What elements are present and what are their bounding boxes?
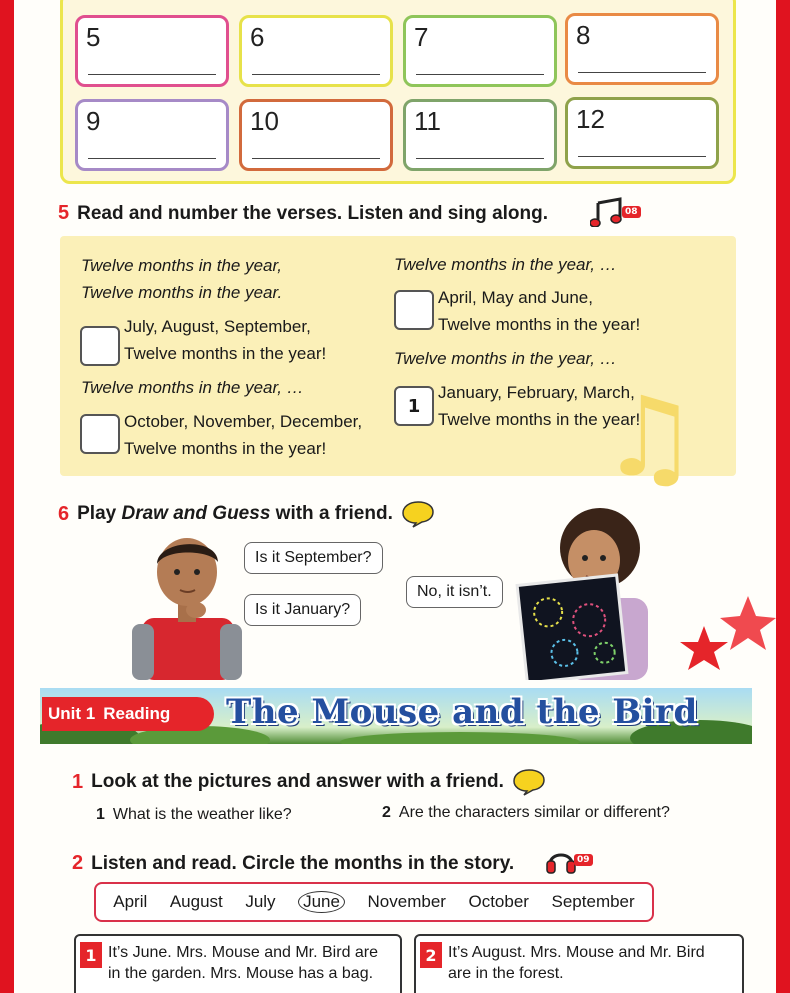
verse-line: October, November, December, xyxy=(124,412,363,431)
exercise-number: 2 xyxy=(72,852,84,874)
title-part: Play xyxy=(77,503,122,524)
month-word-bank xyxy=(94,882,654,922)
question-text: Are the characters similar or different? xyxy=(398,804,670,821)
music-notes-icon xyxy=(590,197,624,227)
write-line xyxy=(578,156,706,157)
verse-number-box[interactable] xyxy=(80,326,120,366)
panel-line: It’s August. Mrs. Mouse and Mr. Bird xyxy=(448,944,705,961)
month-word[interactable]: August xyxy=(169,892,223,911)
write-line xyxy=(578,72,706,73)
month-card-5[interactable] xyxy=(75,15,229,87)
boy-thinking-illustration xyxy=(132,528,242,680)
verse-number-box[interactable] xyxy=(394,290,434,330)
card-number: 9 xyxy=(86,106,101,136)
card-number: 8 xyxy=(576,20,591,50)
panel-line: in the garden. Mrs. Mouse has a bag. xyxy=(108,965,374,982)
story-title: The Mouse and the Bird xyxy=(226,692,698,732)
speech-bubble-icon xyxy=(512,768,546,796)
month-word[interactable]: September xyxy=(551,892,635,911)
verse-line: Twelve months in the year! xyxy=(438,410,641,429)
card-number: 12 xyxy=(576,104,605,134)
month-card-8[interactable] xyxy=(565,13,719,85)
speech-bubble-icon xyxy=(401,500,435,528)
unit-reading-label xyxy=(42,697,214,731)
section-number: 5 xyxy=(58,202,70,224)
speech-bubble-september xyxy=(244,542,383,574)
question-number: 1 xyxy=(96,806,105,823)
month-word[interactable]: July xyxy=(245,892,276,911)
month-card-6[interactable] xyxy=(239,15,393,87)
section-number: 6 xyxy=(58,502,70,525)
verse-line: January, February, March, xyxy=(438,383,635,402)
track-number: 08 xyxy=(622,206,641,218)
panel-line: It’s June. Mrs. Mouse and Mr. Bird are xyxy=(108,944,379,961)
month-card-7[interactable] xyxy=(403,15,557,87)
exercise-1-heading xyxy=(72,768,546,796)
verse-line: April, May and June, xyxy=(438,288,593,307)
month-word[interactable]: November xyxy=(367,892,446,911)
card-number: 5 xyxy=(86,22,101,52)
month-card-9[interactable] xyxy=(75,99,229,171)
section-title xyxy=(77,503,393,525)
verse-line: Twelve months in the year, … xyxy=(394,255,617,274)
girl-with-drawing-illustration xyxy=(510,506,680,680)
month-card-11[interactable] xyxy=(403,99,557,171)
card-number: 7 xyxy=(414,22,429,52)
verse-line: Twelve months in the year! xyxy=(124,344,327,363)
card-number: 6 xyxy=(250,22,265,52)
write-line xyxy=(252,74,380,75)
write-line xyxy=(416,74,544,75)
right-red-border xyxy=(776,0,790,993)
verse-line: Twelve months in the year. xyxy=(81,283,283,302)
verse-line: Twelve months in the year! xyxy=(124,439,327,458)
exercise-2-heading xyxy=(72,852,514,875)
panel-number: 1 xyxy=(80,942,102,968)
exercise-number: 1 xyxy=(72,770,84,793)
exercise-title: Look at the pictures and answer with a friend. xyxy=(91,771,504,792)
section-5-heading xyxy=(58,202,548,225)
music-note-icon: ♫ xyxy=(600,373,699,501)
verse-number-box[interactable] xyxy=(80,414,120,454)
story-panel-2 xyxy=(414,934,744,993)
card-number: 10 xyxy=(250,106,279,136)
speech-bubble-no xyxy=(406,576,503,608)
write-line xyxy=(88,158,216,159)
red-stars-decoration xyxy=(674,566,776,682)
section-label: Reading xyxy=(103,704,171,723)
bubble-text: No, it isn’t. xyxy=(417,583,492,600)
audio-track-09[interactable] xyxy=(546,846,593,874)
headphones-icon xyxy=(546,846,576,874)
exercise-title: Listen and read. Circle the months in the story. xyxy=(91,852,515,874)
textbook-page xyxy=(14,0,776,993)
month-card-panel xyxy=(60,0,736,184)
month-word[interactable]: October xyxy=(468,892,529,911)
story-panel-1 xyxy=(74,934,402,993)
question-text: What is the weather like? xyxy=(112,806,292,823)
game-name: Draw and Guess xyxy=(121,503,271,524)
verse-line: July, August, September, xyxy=(124,317,311,336)
left-red-border xyxy=(0,0,14,993)
panel-number: 2 xyxy=(420,942,442,968)
section-title: Read and number the verses. Listen and sing along. xyxy=(77,202,549,224)
bubble-text: Is it September? xyxy=(255,549,372,566)
verse-line: Twelve months in the year! xyxy=(438,315,641,334)
panel-text xyxy=(448,942,705,984)
write-line xyxy=(252,158,380,159)
panel-text xyxy=(108,942,378,984)
month-card-12[interactable] xyxy=(565,97,719,169)
write-line xyxy=(88,74,216,75)
title-part: with a friend. xyxy=(270,503,393,524)
verse-line: Twelve months in the year, … xyxy=(81,378,304,397)
section-6-heading xyxy=(58,500,435,528)
unit-label: Unit 1 xyxy=(48,704,96,723)
verse-line: Twelve months in the year, … xyxy=(394,349,617,368)
month-card-10[interactable] xyxy=(239,99,393,171)
question-2 xyxy=(382,804,670,822)
question-number: 2 xyxy=(382,804,391,821)
track-number: 09 xyxy=(574,854,593,866)
question-1 xyxy=(96,806,292,824)
card-number: 11 xyxy=(414,106,441,136)
write-line xyxy=(416,158,544,159)
speech-bubble-january xyxy=(244,594,361,626)
month-word[interactable]: April xyxy=(113,892,148,911)
bubble-text: Is it January? xyxy=(255,601,351,618)
verse-line: Twelve months in the year, xyxy=(81,256,282,275)
audio-track-08[interactable] xyxy=(590,197,641,227)
panel-line: are in the forest. xyxy=(448,965,564,982)
verse-number-box-filled[interactable]: 1 xyxy=(394,386,434,426)
month-word-circled[interactable]: June xyxy=(298,891,345,913)
